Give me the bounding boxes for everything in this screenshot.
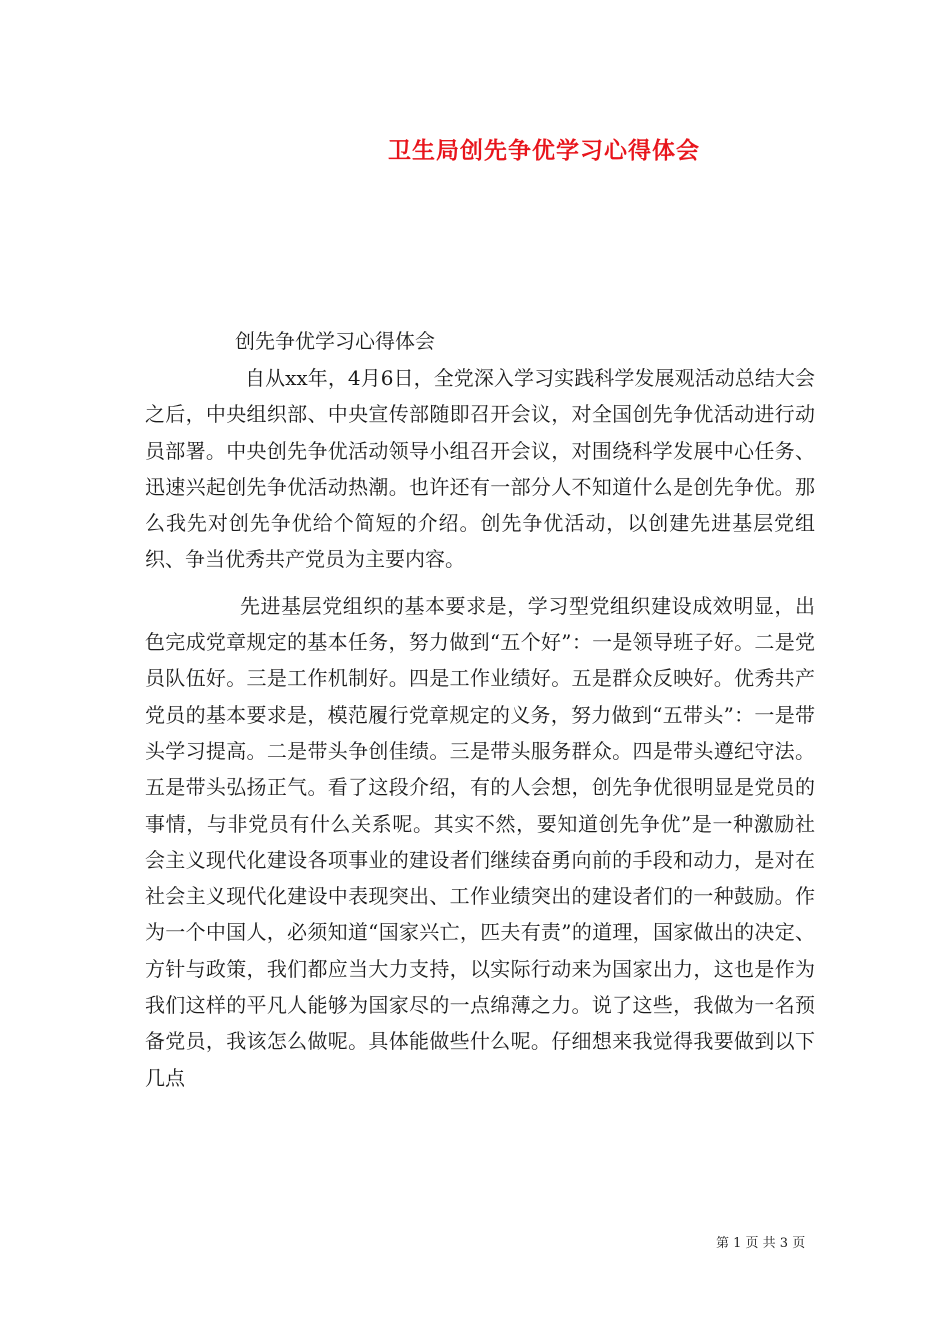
document-title: 卫生局创先争优学习心得体会 — [388, 137, 700, 164]
document-body — [145, 360, 815, 1096]
document-subtitle: 创先争优学习心得体会 — [235, 329, 435, 353]
body-paragraph-2: 先进基层党组织的基本要求是，学习型党组织建设成效明显，出色完成党章规定的基本任务，努力做到“五个好”：一是领导班子好。二是党员队伍好。三是工作机制好。四是工作业绩好。五是群众反映好。优秀共产党员的基本要求是，模范履行党章规定的义务，努力做到“五带头”：一是带头学习提高。二是带头争创佳绩。三是带头服务群众。四是带头遵纪守法。五是带头弘扬正气。看了这段介绍，有的人会想，创先争优很明显是党员的事情，与非党员有什么关系呢。其实不然，要知道创先争优”是一种激励社会主义现代化建设各项事业的建设者们继续奋勇向前的手段和动力，是对在社会主义现代化建设中表现突出、工作业绩突出的建设者们的一种鼓励。作为一个中国人，必须知道“国家兴亡，匹夫有责”的道理，国家做出的决定、方针与政策，我们都应当大力支持，以实际行动来为国家出力，这也是作为我们这样的平凡人能够为国家尽的一点绵薄之力。说了这些，我做为一名预备党员，我该怎么做呢。具体能做些什么呢。仔细想来我觉得我要做到以下几点 — [145, 593, 815, 1090]
page-number-footer: 第 1 页 共 3 页 — [716, 1236, 806, 1251]
body-paragraph-1: 自从xx年，4月6日，全党深入学习实践科学发展观活动总结大会之后，中央组织部、中央宣传部随即召开会议，对全国创先争优活动进行动员部署。中央创先争优活动领导小组召开会议，对围绕科学发展中心任务、迅速兴起创先争优活动热潮。也许还有一部分人不知道什么是创先争优。那么我先对创先争优给个简短的介绍。创先争优活动，以创建先进基层党组织、争当优秀共产党员为主要内容。 — [145, 366, 815, 572]
